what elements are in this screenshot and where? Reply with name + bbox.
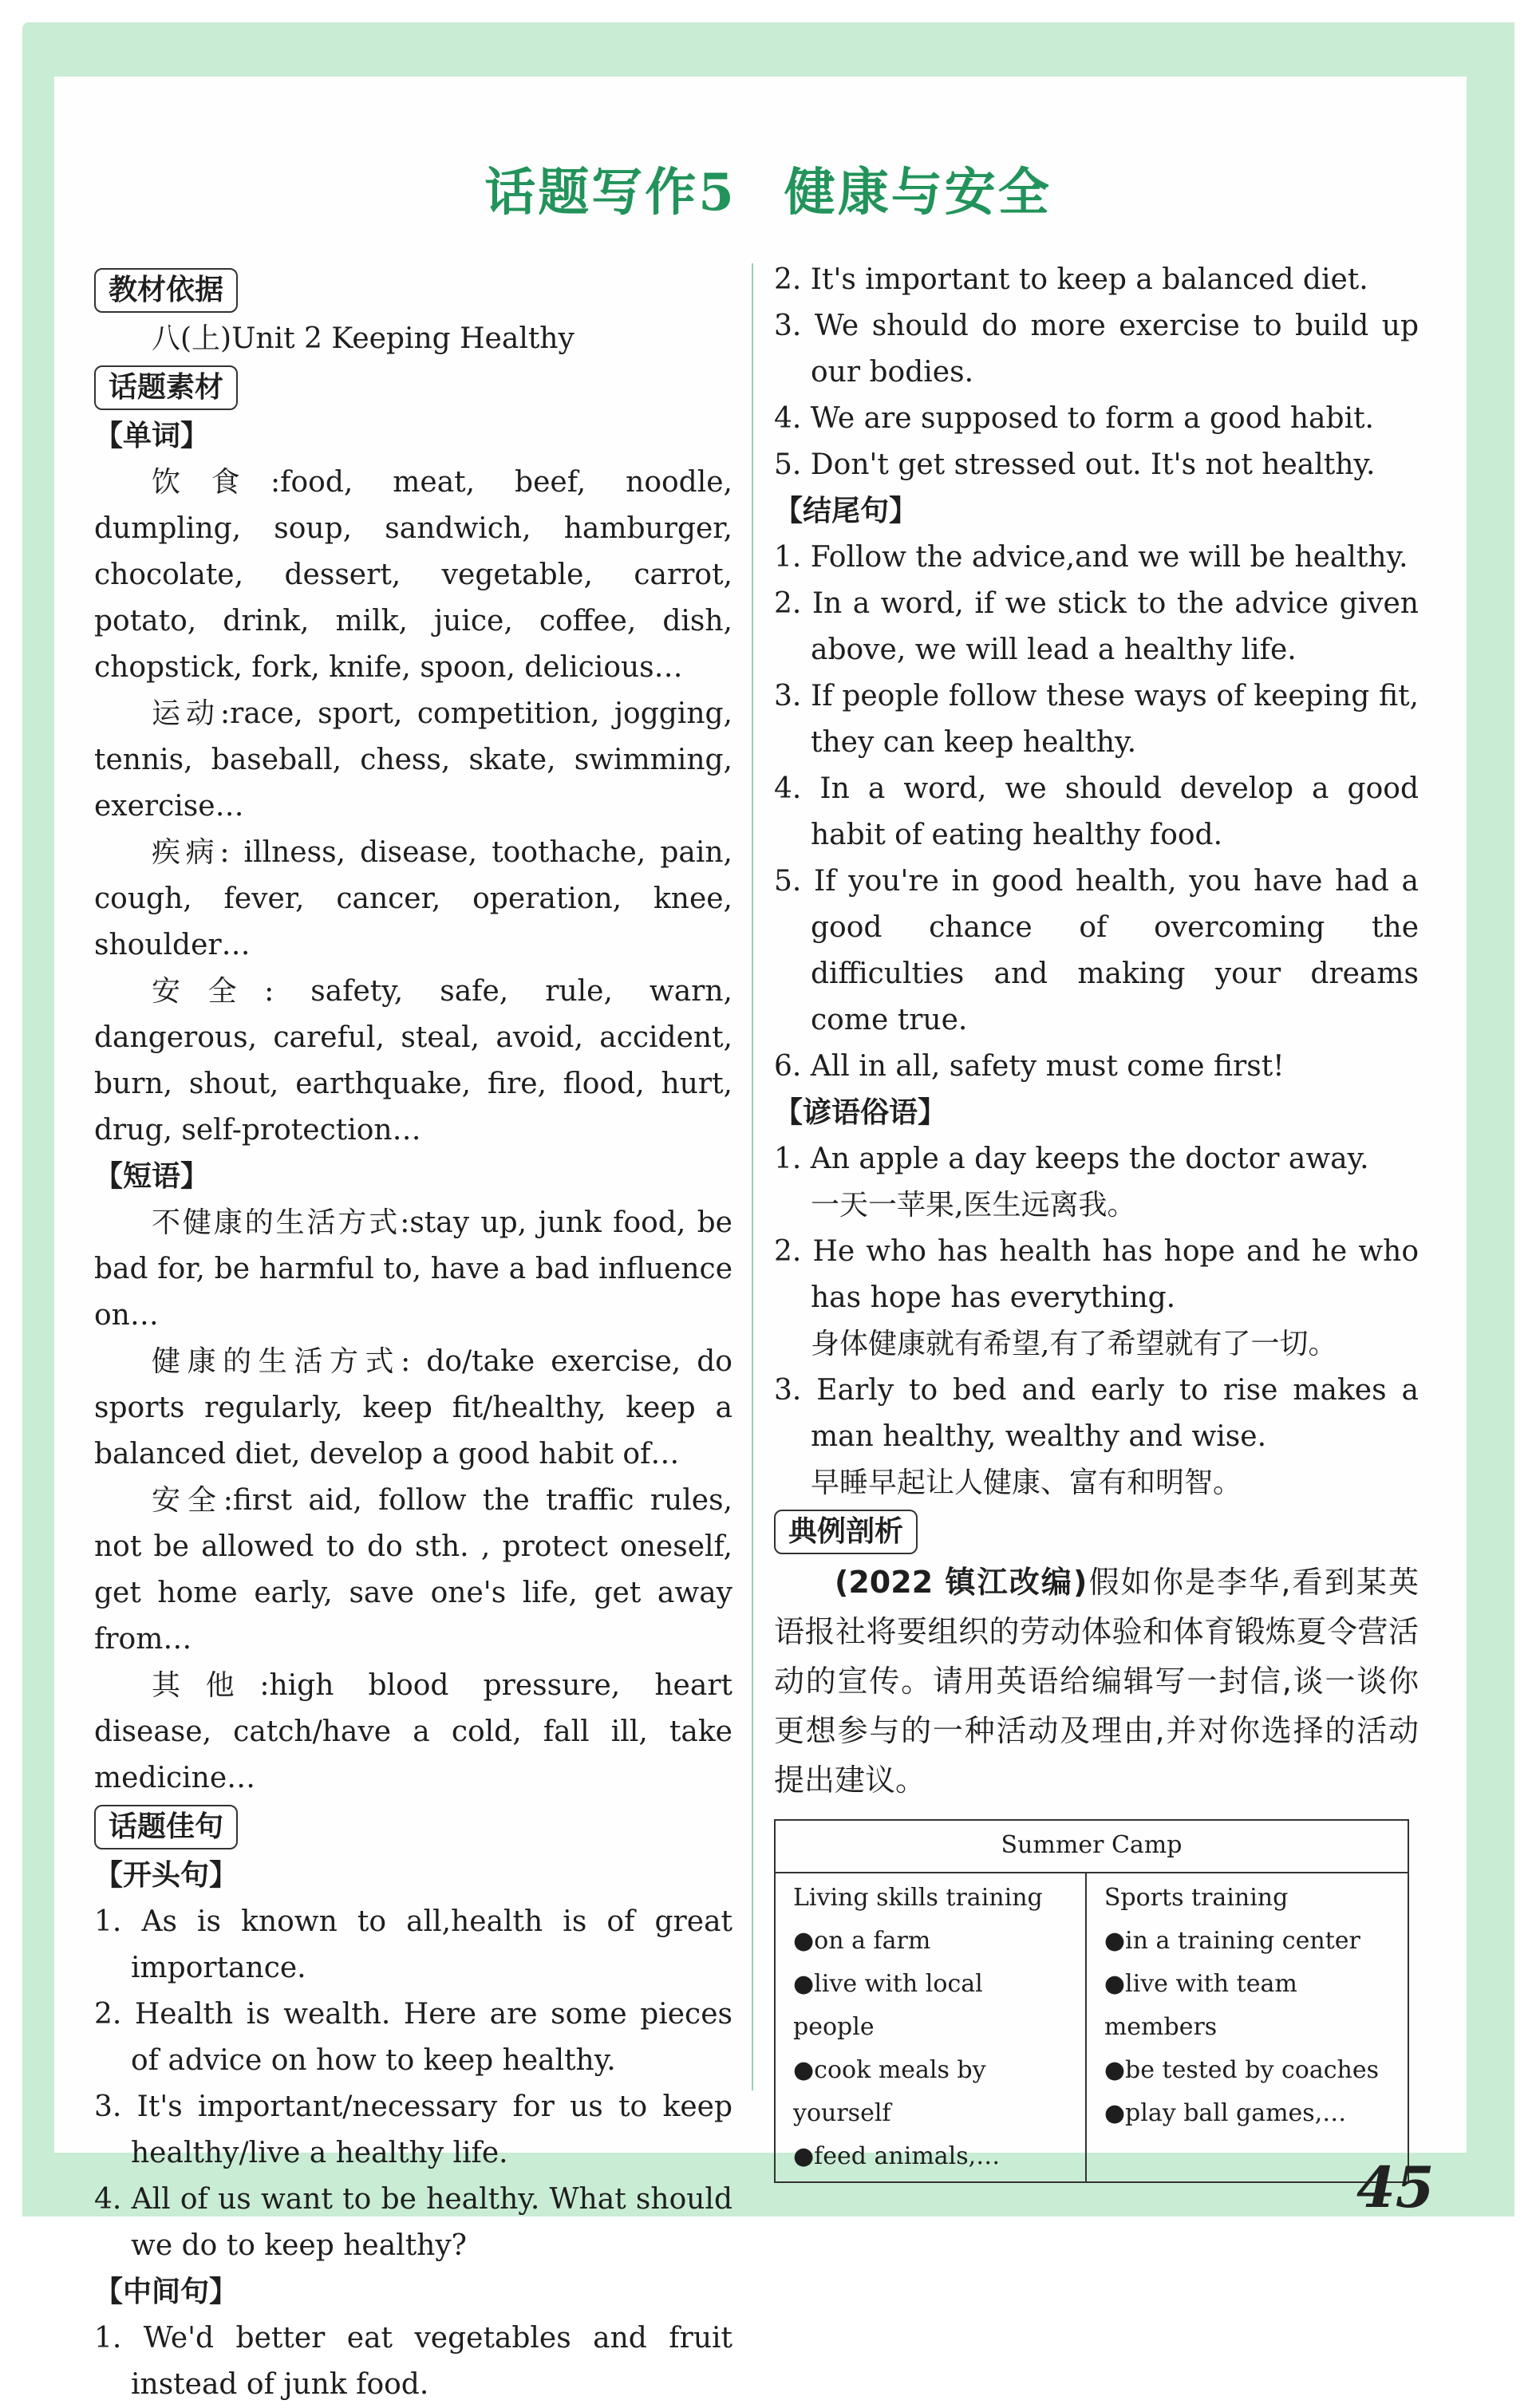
tag-material: 话题素材	[94, 365, 238, 410]
page-title	[0, 152, 1536, 225]
table-item: ●play ball games,…	[1104, 2099, 1347, 2127]
phrases-safety: 安全:first aid, follow the traffic rules, not be allowed to do sth. , protect oneself, get home early, save one's life, get away from…	[94, 1484, 732, 1656]
proverb-en: 1. An apple a day keeps the doctor away.	[774, 1143, 1369, 1175]
ending-sentence: 4. In a word, we should develop a good habit of eating healthy food.	[774, 772, 1419, 851]
opening-sentence: 3. It's important/necessary for us to keep healthy/live a healthy life.	[94, 2090, 732, 2169]
col-head: Sports training	[1104, 1884, 1289, 1912]
ending-sentence: 1. Follow the advice,and we will be healthy.	[774, 541, 1408, 574]
phrases-healthy: 健康的生活方式: do/take exercise, do sports regularly, keep fit/healthy, keep a balanced diet, develop a good habit of…	[94, 1345, 732, 1470]
ending-sentence: 6. All in all, safety must come first!	[774, 1050, 1285, 1083]
title-part1: 话题写作5	[484, 163, 736, 223]
page-number: 45	[1356, 2154, 1435, 2220]
top-decor-band	[22, 22, 1514, 77]
proverbs-heading: 【谚语俗语】	[774, 1096, 947, 1129]
opening-heading: 【开头句】	[94, 1859, 239, 1892]
example-prompt	[774, 1557, 1419, 1805]
table-item: ●live with team members	[1104, 1970, 1297, 2041]
words-safety: 安全: safety, safe, rule, warn, dangerous, careful, steal, avoid, accident, burn, shout, earthquake, fire, flood, hurt, drug, self-protection…	[94, 975, 732, 1147]
proverb-en: 3. Early to bed and early to rise makes a man healthy, wealthy and wise.	[774, 1374, 1419, 1453]
ending-heading: 【结尾句】	[774, 495, 918, 527]
opening-sentence: 4. All of us want to be healthy. What should we do to keep healthy?	[94, 2183, 732, 2262]
example-text: 假如你是李华,看到某英语报社将要组织的劳动体验和体育锻炼夏令营活动的宣传。请用英语给编辑写一封信,谈一谈你更想参与的一种活动及理由,并对你选择的活动提出建议。	[774, 1565, 1419, 1798]
opening-sentence: 2. Health is wealth. Here are some pieces of advice on how to keep healthy.	[94, 1998, 732, 2077]
left-decor-band	[22, 22, 54, 2217]
proverb-cn: 身体健康就有希望,有了希望就有了一切。	[811, 1328, 1337, 1360]
source-text: 八(上)Unit 2 Keeping Healthy	[152, 322, 575, 355]
table-col-sports	[1086, 1873, 1408, 2182]
phrases-unhealthy: 不健康的生活方式:stay up, junk food, be bad for, be harmful to, have a bad influence on…	[94, 1206, 732, 1332]
middle-sentence: 5. Don't get stressed out. It's not healthy.	[774, 448, 1376, 481]
table-item: ●be tested by coaches	[1104, 2056, 1379, 2084]
table-col-living	[775, 1873, 1086, 2182]
tag-sentences: 话题佳句	[94, 1805, 238, 1849]
example-source: (2022 镇江改编)	[835, 1565, 1088, 1600]
middle-sentence: 4. We are supposed to form a good habit.	[774, 402, 1374, 435]
words-heading: 【单词】	[94, 420, 210, 452]
table-caption: Summer Camp	[775, 1820, 1408, 1873]
right-decor-band	[1467, 22, 1514, 2217]
left-column	[94, 265, 732, 2408]
middle-sentence: 3. We should do more exercise to build up our bodies.	[774, 310, 1419, 389]
words-food: 饮食:food, meat, beef, noodle, dumpling, soup, sandwich, hamburger, chocolate, dessert, vegetable, carrot, potato, drink, milk, juice, coffee, dish, chopstick, fork, knife, spoon, delicious…	[94, 466, 732, 684]
table-item: ●on a farm	[793, 1927, 931, 1955]
phrases-heading: 【短语】	[94, 1160, 210, 1193]
table-item: ●live with local people	[793, 1970, 983, 2041]
phrases-other: 其他:high blood pressure, heart disease, catch/have a cold, fall ill, take medicine…	[94, 1669, 732, 1794]
table-item: ●cook meals by yourself	[793, 2056, 986, 2127]
proverb-en: 2. He who has health has hope and he who has hope has everything.	[774, 1235, 1419, 1314]
proverb-cn: 一天一苹果,医生远离我。	[811, 1189, 1136, 1222]
middle-sentence: 2. It's important to keep a balanced diet.	[774, 263, 1368, 296]
proverb-cn: 早睡早起让人健康、富有和明智。	[811, 1467, 1242, 1499]
table-item: ●feed animals,…	[793, 2142, 1001, 2170]
middle-heading: 【中间句】	[94, 2276, 239, 2308]
col-head: Living skills training	[793, 1884, 1043, 1912]
opening-sentence: 1. As is known to all,health is of great importance.	[94, 1905, 732, 1984]
tag-example: 典例剖析	[774, 1510, 918, 1554]
ending-sentence: 5. If you're in good health, you have had a good chance of overcoming the difficulties and making your dreams come true.	[774, 865, 1419, 1036]
table-item: ●in a training center	[1104, 1927, 1360, 1955]
words-illness: 疾病: illness, disease, toothache, pain, cough, fever, cancer, operation, knee, shoulder…	[94, 836, 732, 961]
column-divider	[752, 263, 753, 2090]
right-column	[774, 257, 1419, 2183]
words-sport: 运动:race, sport, competition, jogging, tennis, baseball, chess, skate, swimming, exercise…	[94, 697, 732, 823]
summer-camp-table	[774, 1819, 1409, 2183]
title-part2: 健康与安全	[784, 163, 1052, 223]
middle-sentence: 1. We'd better eat vegetables and fruit instead of junk food.	[94, 2322, 732, 2401]
ending-sentence: 2. In a word, if we stick to the advice given above, we will lead a healthy life.	[774, 587, 1419, 666]
ending-sentence: 3. If people follow these ways of keeping fit, they can keep healthy.	[774, 680, 1419, 759]
tag-source: 教材依据	[94, 268, 238, 313]
